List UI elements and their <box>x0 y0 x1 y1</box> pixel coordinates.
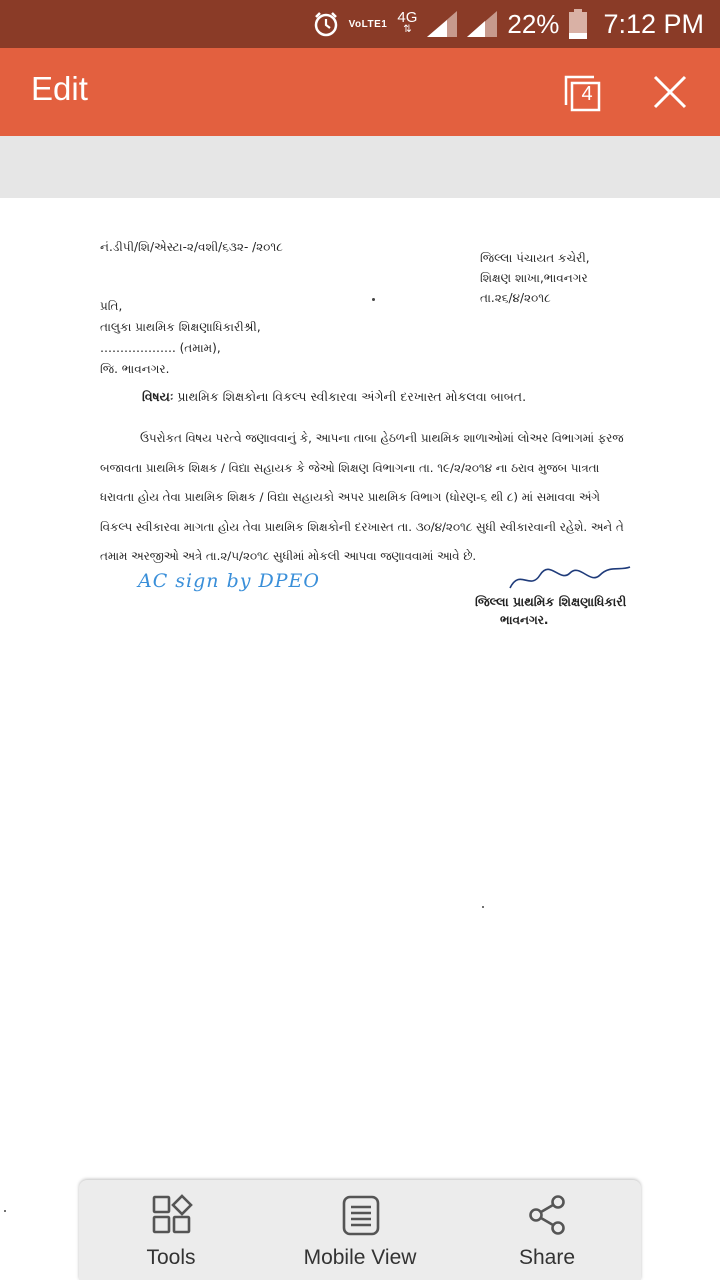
page-separator <box>0 136 720 198</box>
reference-number: નં.ડીપી/શિ/એસ્ટા-૨/વશી/૬૩૨- /૨૦૧૮ <box>100 240 283 254</box>
tab-count: 4 <box>581 83 593 105</box>
clock: 7:12 PM <box>603 8 704 39</box>
data-indicator: 4G ⇅ <box>397 9 418 35</box>
status-bar <box>0 0 720 48</box>
battery-icon <box>569 9 587 39</box>
document-page[interactable] <box>0 198 720 1280</box>
signatory-title: જિલ્લા પ્રાથમિક શિક્ષણાધિકારી <box>475 594 627 609</box>
battery-percentage: 22% <box>507 8 560 39</box>
tools-button[interactable] <box>91 1180 251 1280</box>
page-title: Edit <box>31 70 88 107</box>
bottom-toolbar <box>79 1180 641 1280</box>
signature-icon <box>505 563 635 595</box>
signal-1-icon <box>427 11 457 37</box>
alarm-clock-icon <box>313 11 339 37</box>
letter-body: ઉપરોકત વિષય પરત્વે જણાવવાનું કે, આપના તાબા હેઠળની પ્રાથમિક શાળાઓમાં લોઅર વિભાગમાં ફરજ બજાવતા પ્રાથમિક શિક્ષક / વિદ્યા સહાયક કે જેઓ શિક્ષણ વિભાગના તા. ૧૯/૨/૨૦૧૪ ના ઠરાવ મુજબ પાત્રતા ધરાવતા હોય તેવા પ્રાથમિક શિક્ષક / વિદ્યા સહાયકો અપર પ્રાથમિક વિભાગ (ધોરણ-૬ થી ૮) માં સમાવવા અંગે વિકલ્પ સ્વીકારવા માગતા હોય તેવા પ્રાથમિક શિક્ષકોની દરખાસ્ત તા. ૩૦/૪/૨૦૧૮ સુધી સ્વીકારવાની રહેશે. અને તે તમામ અરજીઓ અત્રે તા.૨/૫/૨૦૧૮ સુધીમાં મોકલી આપવા જણાવવામાં આવે છે. <box>100 431 624 563</box>
mobile-view-label: Mobile View <box>303 1246 417 1269</box>
speck <box>4 1210 6 1212</box>
app-bar <box>0 48 720 136</box>
recipient-address: પ્રતિ, તાલુકા પ્રાથમિક શિક્ષણાધિકારીશ્રી, ………………. (તમામ), જિ. ભાવનગર. <box>100 299 261 376</box>
share-button[interactable] <box>467 1180 627 1280</box>
handwritten-note: AC sign by DPEO <box>138 570 320 592</box>
tools-icon <box>151 1194 193 1236</box>
signal-2-icon <box>467 11 497 37</box>
subject-line: વિષયઃ પ્રાથમિક શિક્ષકોના વિકલ્પ સ્વીકારવા અંગેની દરખાસ્ત મોકલવા બાબત. <box>142 389 527 404</box>
share-label: Share <box>518 1246 576 1269</box>
speck <box>372 298 375 301</box>
tools-label: Tools <box>146 1246 196 1269</box>
speck <box>482 906 484 908</box>
mobile-view-icon <box>340 1194 382 1236</box>
mobile-view-button[interactable] <box>280 1180 440 1280</box>
share-icon <box>527 1194 569 1236</box>
sender-address: જિલ્લા પંચાયત કચેરી, શિક્ષણ શાખા,ભાવનગર તા.૨૬/૪/૨૦૧૮ <box>480 251 590 305</box>
volte-indicator: VoLTE1 <box>348 18 388 30</box>
signatory-place: ભાવનગર. <box>500 613 549 627</box>
close-icon[interactable] <box>652 74 688 110</box>
